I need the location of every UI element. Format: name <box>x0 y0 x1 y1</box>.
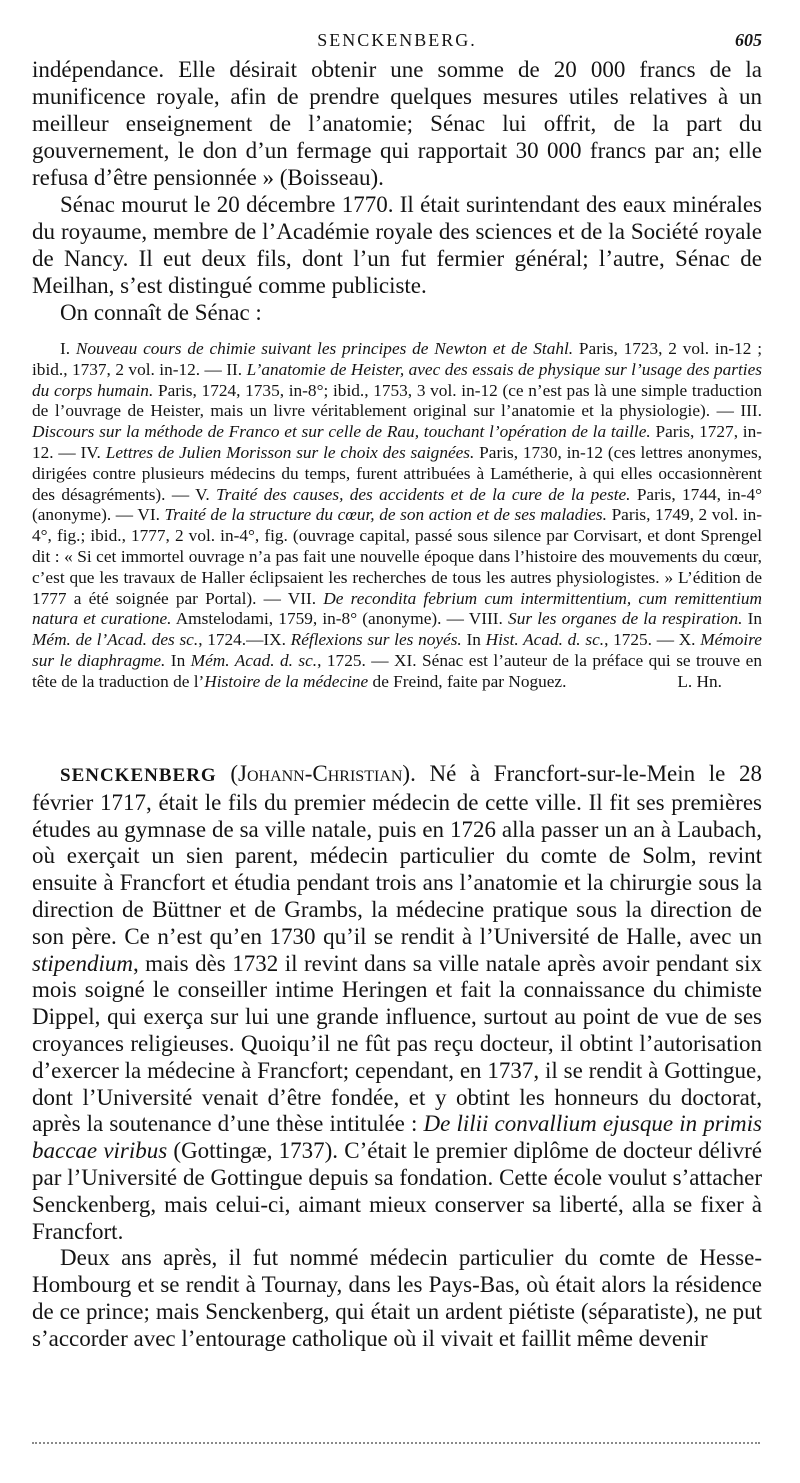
bib-entry-in: In <box>742 609 762 629</box>
bib-entry-number: VI. <box>137 505 165 525</box>
paragraph: Sénac mourut le 20 décembre 1770. Il était surintendant des eaux minérales du royaume, membre de l’Académie royale des sciences et de la Société royale de Nancy. Il eut deux fils, dont l’un fut fermier général; l’autre, Sénac de Meilhan, s’est distingué comme publiciste. <box>32 192 762 298</box>
bibliography-list <box>32 339 762 693</box>
headword-forename: Johann-Christian <box>238 761 403 786</box>
bib-entry-title: Nouveau cours de chimie suivant les principes de Newton et de Stahl. <box>75 339 574 358</box>
bib-entry-details: Paris, 1724, 1735, in-8°; ibid., 1753, 3 vol. in-12 (ce n’est pas là une simple traduction de l’ouvrage de Heister, mais un livre véritablement original sur l’anatomie et la physiologie). — <box>32 380 762 421</box>
bib-entry-title: Traité de la structure du cœur, de son action et de ses maladies. <box>164 505 607 525</box>
bib-entry-title: Lettres de Julien Morisson sur le choix des saignées. <box>105 442 475 462</box>
page-number: 605 <box>735 30 762 50</box>
bib-entry-details: Paris, 1723, 2 vol. in-12 ; ibid., 1737, 2 vol. in-12. — <box>32 339 763 379</box>
bib-entry-title: Sur les organes de la respiration. <box>508 609 743 629</box>
author-signature: L. Hn. <box>677 671 722 691</box>
paragraph: On connaît de Sénac : <box>60 300 262 325</box>
bib-entry-title: Réflexions sur les noyés. <box>290 630 462 650</box>
bib-entry-number: XI. <box>394 650 423 670</box>
bib-entry-journal: Mém. de l’Acad. des sc. <box>32 630 199 650</box>
bib-entry-number: IX. <box>263 630 291 650</box>
article-text: , mais dès 1732 il revint dans sa ville natale après avoir pendant six mois soigné le conseiller intime Heringen et fait la connaissance du chimiste Dippel, qui exerça sur lui une grande influence, surtout au point de vue de ses croyances religieuses. Quoiqu’il ne fût pas reçu docteur, il obtint l’autorisation d’exercer la médecine à Francfort; cependant, en 1737, il se rendit à Gottingue, dont l’Université venait d’être fondée, et y obtint les honneurs du doctorat, après la soutenance d’une thèse intitulée : <box>32 950 762 1137</box>
bib-entry-details: , 1724.— <box>198 630 264 650</box>
paragraph: indépendance. Elle désirait obtenir une somme de 20 000 francs de la munificence royale, afin de prendre quelques mesures utiles relatives à un meilleur enseignement de l’anatomie; Sénac lui offrit, de la part du gouvernement, le don d’un fermage qui rapportait 30 000 francs par an; elle refusa d’être pensionnée » (Boisseau). <box>32 57 762 190</box>
senac-article-end <box>32 56 762 326</box>
bib-entry-details: Paris, 1749, 2 vol. in-4°, fig.; ibid., 1777, 2 vol. in-4°, fig. (ouvrage capital, passé sous silence par Corvisart, et dont Sprengel dit : « Si cet immortel ouvrage n’a pas fait une nouvelle époque dans l’histoire des mouvements du cœur, c’est que les travaux de Haller éclipsaient les recherches de tous les autres physiologistes. » L’édition de 1777 a été soignée par Portal). — <box>32 505 762 608</box>
bib-entry-number: IV. <box>80 442 106 462</box>
bib-entry-details: de Freind, faite par Noguez. <box>368 671 567 691</box>
bib-entry-title: Mémoire sur le diaphragme. <box>32 630 762 670</box>
bib-entry-number: VIII. <box>468 609 509 629</box>
bib-entry-journal: Mém. Acad. d. sc. <box>190 650 318 670</box>
bib-entry-details: Sénac est l’auteur de la préface qui se trouve en tête de la traduction de l’ <box>32 650 762 691</box>
bib-entry-number: X. <box>678 630 701 650</box>
bib-entry-title: Discours sur la méthode de Franco et sur celle de Rau, touchant l’opération de la taille. <box>32 422 651 442</box>
bib-entry-details: Paris, 1730, in-12 (ces lettres anonymes, dirigées contre plusieurs médecins du temps, furent attribuées à Lamétherie, à qui elles occasionnèrent des désagréments). — <box>32 442 762 504</box>
article-text: (Gottingæ, 1737). C’était le premier diplôme de docteur délivré par l’Université de Gottingue depuis sa fondation. Cette école voulut s’attacher Senckenberg, mais celui-ci, aimant mieux conserver sa liberté, alla se fixer à Francfort. <box>32 1138 762 1244</box>
bib-entry-number: VII. <box>287 588 324 608</box>
bib-entry-details: , 1725. — <box>604 630 679 650</box>
paragraph <box>32 761 762 1245</box>
article-text: Né à Francfort-sur-le-Mein le 28 février 1717, était le fils du premier médecin de cette ville. Il fit ses premières études au gymnase de sa ville natale, puis en 1726 alla passer un an à Laubach, où exerçait un sien parent, médecin particulier du comte de Solm, revint ensuite à Francfort et étudia pendant trois ans l’anatomie et la chirurgie sous la direction de Büttner et de Grambs, la médecine pratique sous la direction de son père. Ce n’est qu’en 1730 qu’il se rendit à l’Université de Halle, avec un <box>32 761 762 949</box>
bib-entry-details: Amstelodami, 1759, in-8° (anonyme). — <box>171 609 469 629</box>
bib-entry-journal: Hist. Acad. d. sc. <box>485 630 605 650</box>
forename-paren: ( <box>216 761 239 786</box>
thesis-title: De lilii convallium ejusque in primis baccae viribus <box>32 1111 763 1164</box>
bib-entry-number: II. <box>226 359 247 379</box>
forename-paren: ). <box>402 761 430 786</box>
bib-entry-title: L’anatomie de Heister, avec des essais de physique sur l’usage des parties du corps humain. <box>32 359 763 400</box>
bib-entry-details: , 1725. — <box>317 650 395 670</box>
page-footer-rule <box>32 1438 760 1444</box>
running-title: SENCKENBERG. <box>317 30 477 50</box>
bib-entry-title: Histoire de la médecine <box>204 671 369 691</box>
paragraph: Deux ans après, il fut nommé médecin particulier du comte de Hesse-Hombourg et se rendit à Tournay, dans les Pays-Bas, où était alors la résidence de ce prince; mais Senckenberg, qui était un ardent piétiste (séparatiste), ne put s’accorder avec l’entourage catholique où il vivait et faillit même devenir <box>32 1245 762 1351</box>
headword: SENCKENBERG <box>60 765 217 786</box>
bibliography <box>32 339 762 693</box>
bib-entry-details: Paris, 1727, in-12. — <box>32 422 762 462</box>
bib-entry-details: Paris, 1744, in-4° (anonyme). — <box>32 484 762 525</box>
bib-entry-title: De recondita febrium cum intermittentium, cum remittentium natura et curatione. <box>32 588 762 629</box>
senckenberg-article <box>32 761 762 1353</box>
bib-entry-title: Traité des causes, des accidents et de la cure de la peste. <box>216 484 631 504</box>
bib-entry-number: I. <box>60 339 76 358</box>
running-head <box>32 30 762 54</box>
bib-entry-number: V. <box>195 484 217 504</box>
bib-entry-number: III. <box>740 401 762 421</box>
bib-entry-in: In <box>165 650 191 670</box>
bib-entry-in: In <box>461 630 486 650</box>
latin-term: stipendium <box>32 950 133 976</box>
